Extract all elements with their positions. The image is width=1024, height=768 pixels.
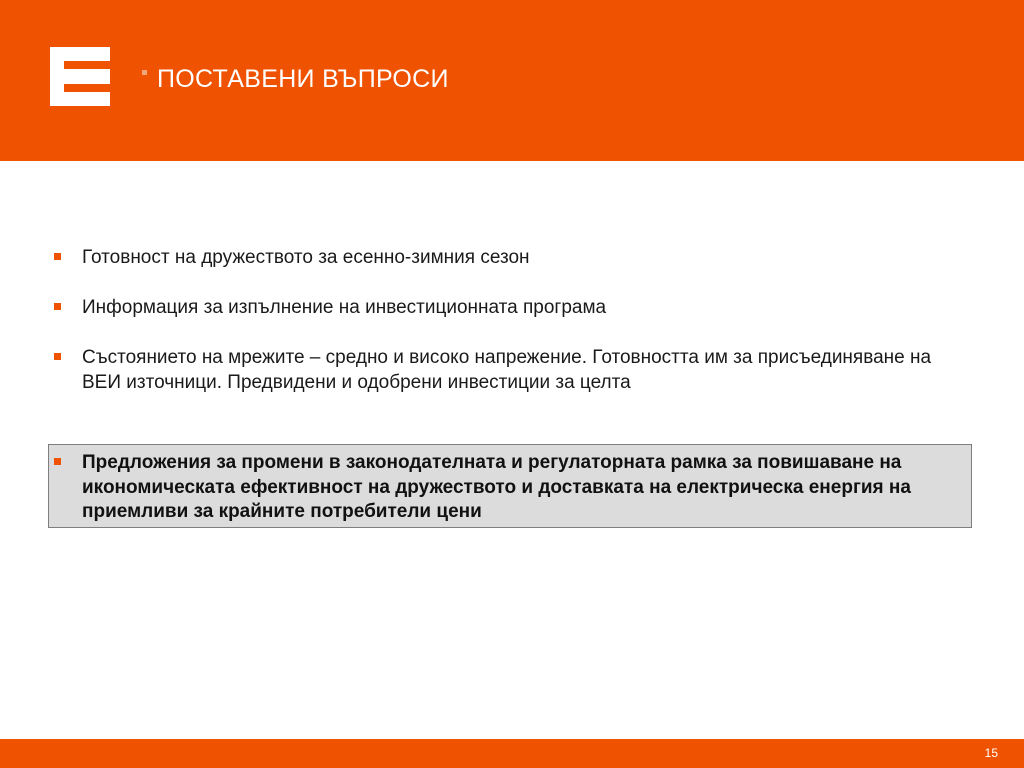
- list-item: [52, 245, 972, 270]
- bullet-list: [52, 245, 972, 395]
- page-title: ПОСТАВЕНИ ВЪПРОСИ: [157, 64, 449, 93]
- list-item: [52, 295, 972, 320]
- footer-bar: [0, 739, 1024, 768]
- list-item: [52, 345, 972, 395]
- highlighted-list-item: [53, 451, 997, 525]
- title-bullet-icon: [142, 70, 147, 75]
- square-bullet-icon: [54, 303, 61, 310]
- header-bar: [0, 0, 1024, 161]
- title-wrap: [142, 62, 449, 96]
- list-item-text: Състоянието на мрежите – средно и високо напрежение. Готовността им за присъединяване на ВЕИ източници. Предвидени и одобрени инвестиции за целта: [82, 347, 932, 393]
- highlighted-item-text: Предложения за промени в законодателната и регулаторната рамка за повишаване на икономическата ефективност на дружеството и доставката на електрическа енергия на приемливи за крайните потребители цени: [82, 452, 911, 522]
- square-bullet-icon: [54, 353, 61, 360]
- company-logo-icon: [50, 47, 110, 106]
- square-bullet-icon: [54, 458, 61, 465]
- list-item-text: Готовност на дружеството за есенно-зимния сезон: [82, 247, 530, 268]
- page-number: 15: [984, 746, 998, 760]
- square-bullet-icon: [54, 253, 61, 260]
- list-item-text: Информация за изпълнение на инвестиционната програма: [82, 297, 607, 318]
